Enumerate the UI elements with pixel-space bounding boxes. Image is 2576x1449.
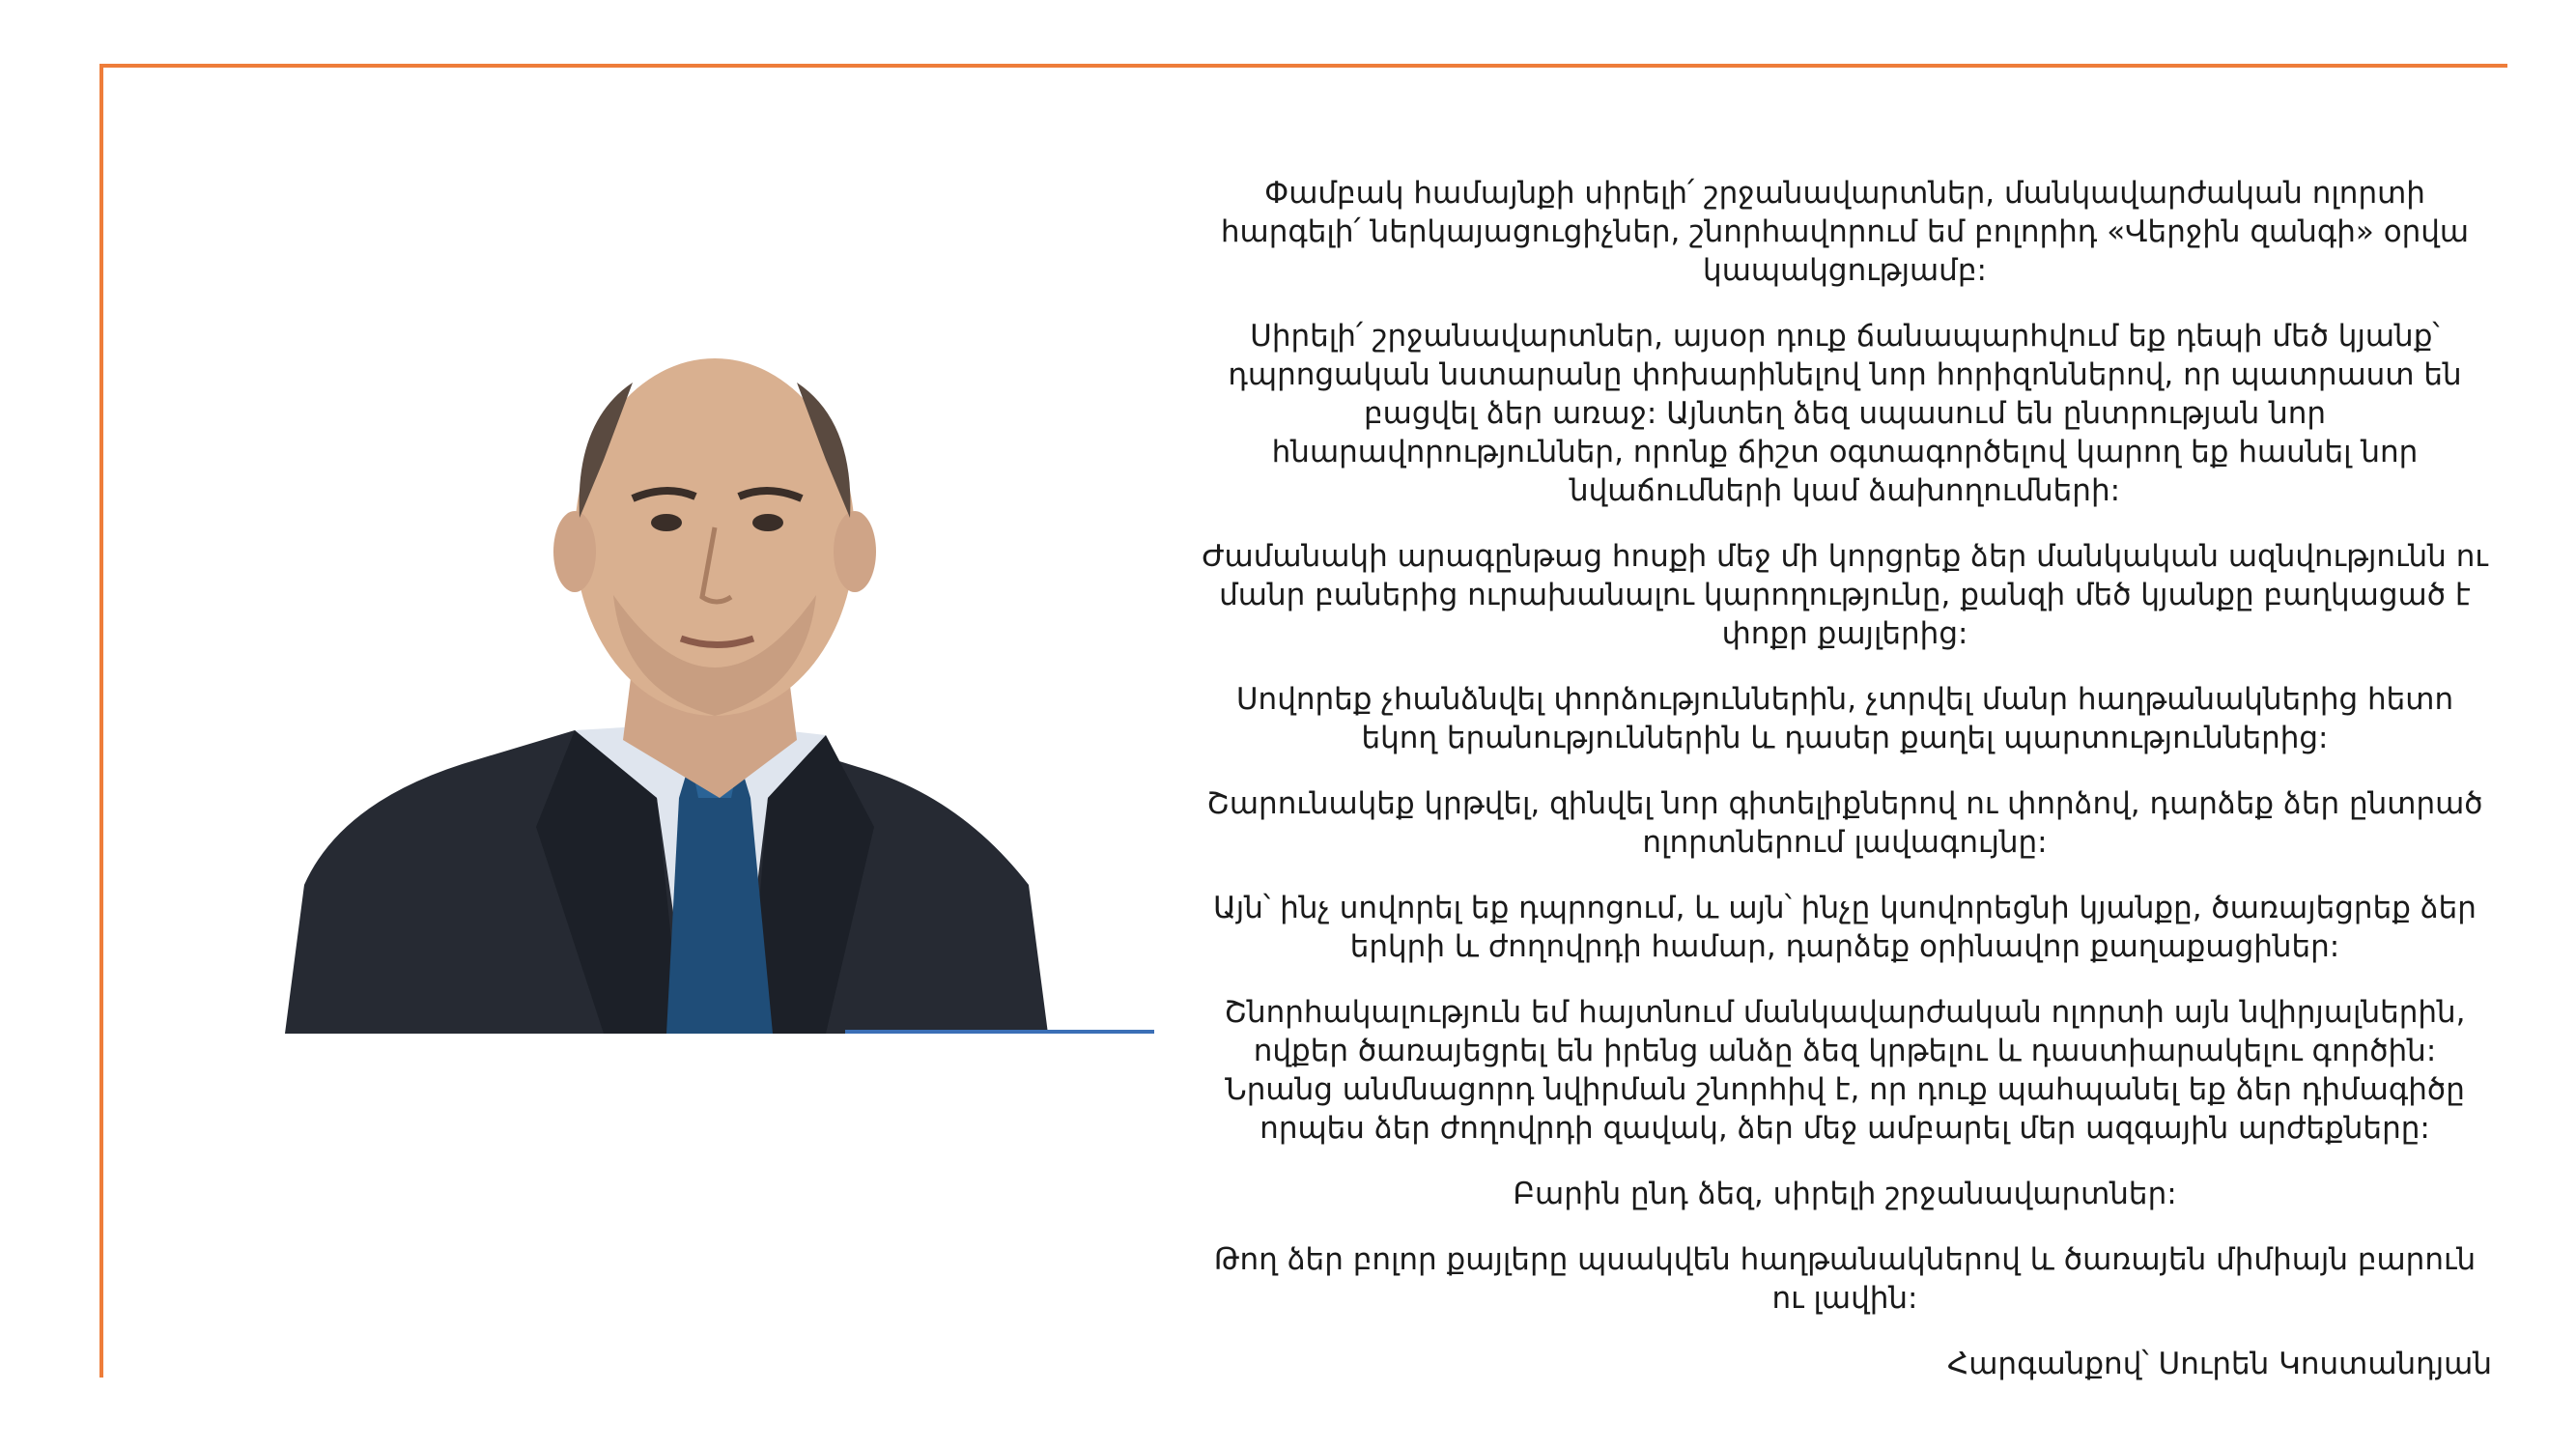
letter-paragraph: Բարին ընդ ձեզ, սիրելի շրջանավարտներ: (1513, 1177, 2177, 1211)
letter-paragraph: Սովորեք չհանձնվել փորձություններին, չտրվել մանր հաղթանակներից հետո եկող երանություններին և դասեր քաղել պարտություններից: (1235, 682, 2454, 755)
letter-signature: Հարգանքով՝ Սուրեն Կոստանդյան (1947, 1347, 2492, 1381)
letter-paragraph: Շնորհակալություն եմ հայտնում մանկավարժական ոլորտի այն նվիրյալներին, ովքեր ծառայեցրել են իրենց անձը ձեզ կրթելու և դաստիարակելու գործին: Նրանց անմնացորդ նվիրման շնորհիվ է, որ դուք պահպանել եք ձեր դիմագիծը որպես ձեր ժողովրդի զավակ, ձեր մեջ ամբարել մեր ազգային արժեքները: (1224, 995, 2466, 1146)
letter-paragraph: Շարունակեք կրթվել, զինվել նոր գիտելիքներով ու փորձով, դարձեք ձեր ընտրած ոլորտներում լավագույնը: (1206, 786, 2483, 860)
portrait-photo-icon (285, 344, 1154, 1034)
letter-paragraph: Թող ձեր բոլոր քայլերը պսակվեն հաղթանակներով և ծառայեն միմիայն բարուն ու լավին: (1213, 1242, 2477, 1316)
frame-top-border (99, 64, 2507, 68)
letter-paragraph: Ժամանակի արագընթաց հոսքի մեջ մի կորցրեք ձեր մանկական ազնվությունն ու մանր բաներից ուրախանալու կարողությունը, քանզի մեծ կյանքը բաղկացած է փոքր քայլերից: (1202, 539, 2488, 651)
letter-paragraph: Այն՝ ինչ սովորել եք դպրոցում, և այն՝ ինչը կսովորեցնի կյանքը, ծառայեցրեք ձեր երկրի և ժողովրդի համար, դարձեք օրինավոր քաղաքացիներ: (1213, 891, 2477, 964)
letter-paragraph: Փամբակ համայնքի սիրելի՛ շրջանավարտներ, մանկավարժական ոլորտի հարգելի՛ ներկայացուցիչներ, շնորհավորում եմ բոլորիդ «Վերջին զանգի» օրվա կապակցությամբ: (1220, 176, 2470, 288)
frame-left-border (99, 64, 103, 1378)
greeting-letter (1198, 174, 2492, 1410)
letter-paragraph: Սիրելի՛ շրջանավարտներ, այսօր դուք ճանապարհվում եք դեպի մեծ կյանք՝ դպրոցական նստարանը փոխարինելով նոր հորիզոններով, որ պատրաստ են բացվել ձեր առաջ: Այնտեղ ձեզ սպասում են ընտրության նոր հնարավորություններ, որոնք ճիշտ օգտագործելով կարող եք հասնել նոր նվաճումների կամ ձախողումների: (1228, 319, 2462, 508)
portrait-photo (285, 344, 1154, 1034)
